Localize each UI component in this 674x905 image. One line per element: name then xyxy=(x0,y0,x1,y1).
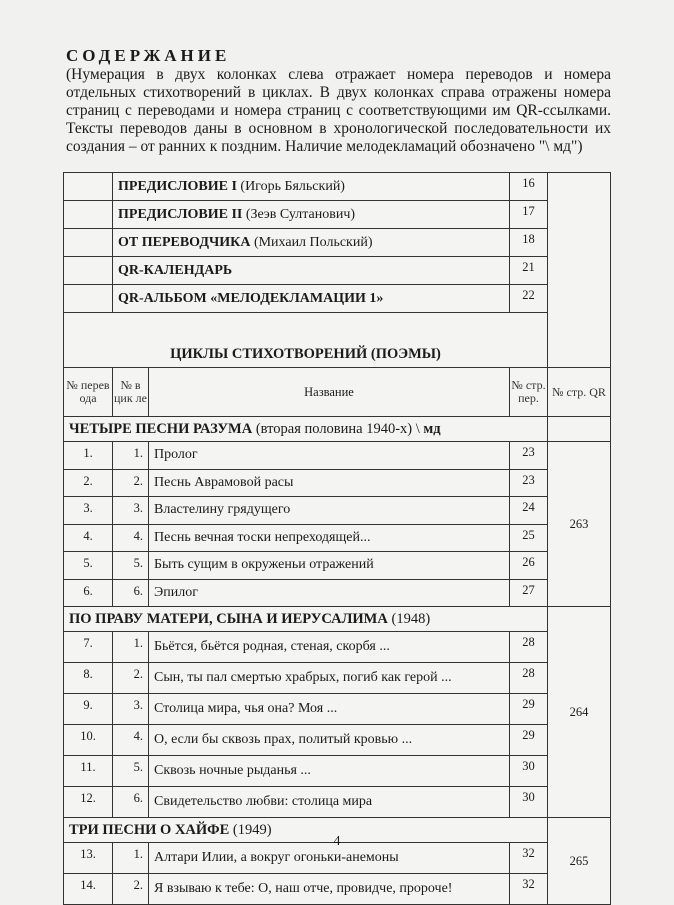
table-row xyxy=(64,694,611,725)
translation-number: 10. xyxy=(64,725,113,756)
poem-title: Столица мира, чья она? Моя ... xyxy=(149,694,510,725)
front-matter-row xyxy=(64,201,611,229)
section-title: ЧЕТЫРЕ ПЕСНИ РАЗУМА (вторая половина 1940-х) \ мд xyxy=(64,417,548,442)
header-name: Название xyxy=(149,368,510,417)
page-cell: 30 xyxy=(510,756,548,787)
cycle-number: 4. xyxy=(113,725,149,756)
poem-title: Бьётся, бьётся родная, стеная, скорбя ... xyxy=(149,632,510,663)
section-row xyxy=(64,607,611,632)
translation-number: 7. xyxy=(64,632,113,663)
translation-number: 3. xyxy=(64,497,113,525)
cycles-heading: ЦИКЛЫ СТИХОТВОРЕНИЙ (ПОЭМЫ) xyxy=(64,313,548,368)
page-cell: 28 xyxy=(510,632,548,663)
qr-page-cell: 265 xyxy=(548,818,611,905)
page-cell: 16 xyxy=(510,173,548,201)
cycle-number: 1. xyxy=(113,442,149,470)
table-row xyxy=(64,725,611,756)
front-matter-row xyxy=(64,285,611,313)
cycle-number: 2. xyxy=(113,469,149,497)
translation-number: 11. xyxy=(64,756,113,787)
contents-table xyxy=(63,172,611,905)
cycle-number: 3. xyxy=(113,497,149,525)
translation-number: 4. xyxy=(64,524,113,552)
header-incycle: № в цик ле xyxy=(113,368,149,417)
cycle-number: 4. xyxy=(113,524,149,552)
poem-title: Песнь Аврамовой расы xyxy=(149,469,510,497)
page-cell: 22 xyxy=(510,285,548,313)
cycle-number: 1. xyxy=(113,843,149,874)
translation-number: 14. xyxy=(64,874,113,905)
page-cell: 23 xyxy=(510,469,548,497)
cycle-number: 1. xyxy=(113,632,149,663)
page-cell: 26 xyxy=(510,552,548,580)
poem-title: Быть сущим в окруженьи отражений xyxy=(149,552,510,580)
empty-cell xyxy=(64,201,113,229)
poem-title: Я взываю к тебе: О, наш отче, провидче, пророче! xyxy=(149,874,510,905)
page-cell: 28 xyxy=(510,663,548,694)
page-cell: 29 xyxy=(510,694,548,725)
translation-number: 5. xyxy=(64,552,113,580)
qr-page-cell: 263 xyxy=(548,442,611,607)
page-cell: 23 xyxy=(510,442,548,470)
page-cell: 32 xyxy=(510,874,548,905)
poem-title: Сын, ты пал смертью храбрых, погиб как герой ... xyxy=(149,663,510,694)
page-number: 4 xyxy=(333,834,341,849)
translation-number: 6. xyxy=(64,579,113,607)
poem-title: Алтари Илии, а вокруг огоньки-анемоны xyxy=(149,843,510,874)
page-cell: 30 xyxy=(510,787,548,818)
page-cell: 29 xyxy=(510,725,548,756)
poem-title: О, если бы сквозь прах, политый кровью ... xyxy=(149,725,510,756)
table-row xyxy=(64,524,611,552)
poem-title: Песнь вечная тоски непреходящей... xyxy=(149,524,510,552)
cycle-number: 3. xyxy=(113,694,149,725)
poem-title: Пролог xyxy=(149,442,510,470)
table-row xyxy=(64,469,611,497)
table-row xyxy=(64,787,611,818)
poem-title: Эпилог xyxy=(149,579,510,607)
table-row xyxy=(64,663,611,694)
cycle-number: 6. xyxy=(113,579,149,607)
table-row xyxy=(64,497,611,525)
translation-number: 8. xyxy=(64,663,113,694)
poem-title: Сквозь ночные рыданья ... xyxy=(149,756,510,787)
translation-number: 2. xyxy=(64,469,113,497)
empty-cell xyxy=(64,257,113,285)
header-row xyxy=(64,368,611,417)
section-title: ПО ПРАВУ МАТЕРИ, СЫНА И ИЕРУСАЛИМА (1948) xyxy=(64,607,548,632)
empty-cell xyxy=(64,229,113,257)
translation-number: 12. xyxy=(64,787,113,818)
empty-cell xyxy=(64,285,113,313)
section-row xyxy=(64,417,611,442)
translation-number: 9. xyxy=(64,694,113,725)
front-matter-row xyxy=(64,173,611,201)
header-page: № стр. пер. xyxy=(510,368,548,417)
translation-number: 1. xyxy=(64,442,113,470)
front-title: QR-КАЛЕНДАРЬ xyxy=(113,257,510,285)
table-row xyxy=(64,442,611,470)
front-title: ОТ ПЕРЕВОДЧИКА (Михаил Польский) xyxy=(113,229,510,257)
header-qr: № стр. QR xyxy=(548,368,611,417)
qr-page-cell: 264 xyxy=(548,607,611,818)
page-cell: 27 xyxy=(510,579,548,607)
empty-cell xyxy=(64,173,113,201)
front-title: QR-АЛЬБОМ «МЕЛОДЕКЛАМАЦИИ 1» xyxy=(113,285,510,313)
table-row xyxy=(64,874,611,905)
cycle-number: 5. xyxy=(113,756,149,787)
cycle-number: 2. xyxy=(113,663,149,694)
cycle-number: 2. xyxy=(113,874,149,905)
page-cell: 24 xyxy=(510,497,548,525)
translation-number: 13. xyxy=(64,843,113,874)
intro-paragraph: (Нумерация в двух колонках слева отражает номера переводов и номера отдельных стихотворений в циклах. В двух колонках справа отражены номера страниц с переводами и номера страниц с соответствующими им QR-ссылками. Тексты переводов даны в основном в хронологической последовательности их создания – от ранних к поздним. Наличие мелодекламаций обозначено "\ мд") xyxy=(66,66,611,155)
qr-empty-cell xyxy=(548,173,611,368)
table-row xyxy=(64,756,611,787)
header-num: № перев ода xyxy=(64,368,113,417)
poem-title: Властелину грядущего xyxy=(149,497,510,525)
table-row xyxy=(64,632,611,663)
page-cell: 25 xyxy=(510,524,548,552)
empty-cell xyxy=(548,417,611,442)
table-row xyxy=(64,552,611,580)
cycle-number: 6. xyxy=(113,787,149,818)
page-cell: 21 xyxy=(510,257,548,285)
page-cell: 17 xyxy=(510,201,548,229)
page-cell: 32 xyxy=(510,843,548,874)
front-title: ПРЕДИСЛОВИЕ I (Игорь Бяльский) xyxy=(113,173,510,201)
table-row xyxy=(64,579,611,607)
front-title: ПРЕДИСЛОВИЕ II (Зеэв Султанович) xyxy=(113,201,510,229)
front-matter-row xyxy=(64,229,611,257)
poem-title: Свидетельство любви: столица мира xyxy=(149,787,510,818)
section-title: ТРИ ПЕСНИ О ХАЙФЕ (1949) xyxy=(64,818,548,843)
front-matter-row xyxy=(64,257,611,285)
cycle-number: 5. xyxy=(113,552,149,580)
page-title: СОДЕРЖАНИЕ xyxy=(66,46,231,65)
page-cell: 18 xyxy=(510,229,548,257)
